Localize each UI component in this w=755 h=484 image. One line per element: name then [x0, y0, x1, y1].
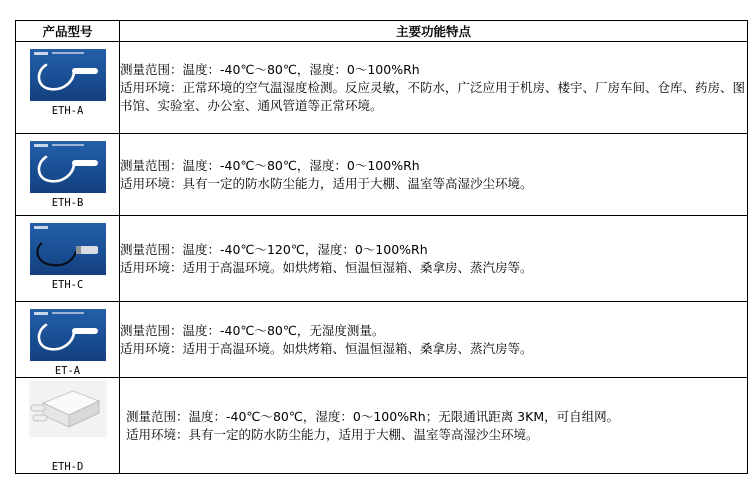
features-cell [120, 302, 748, 378]
features-column-header: 主要功能特点 [120, 21, 748, 42]
table-row [16, 302, 748, 378]
model-cell [16, 302, 120, 378]
table-row [16, 134, 748, 216]
applicable-environment: 适用环境：具有一定的防水防尘能力，适用于大棚、温室等高湿沙尘环境。 [126, 426, 539, 442]
cable-sensor-icon [30, 309, 106, 361]
model-label: ETH-B [51, 197, 84, 209]
model-cell [16, 378, 120, 474]
measurement-range: 测量范围：温度：-40℃～80℃，湿度：0～100%Rh；无限通讯距离 3KM，可自组网。 [126, 408, 620, 424]
applicable-environment: 适用环境：适用于高温环境。如烘烤箱、恒温恒湿箱、桑拿房、蒸汽房等。 [120, 259, 533, 275]
measurement-range: 测量范围：温度：-40℃～80℃，湿度：0～100%Rh [120, 61, 420, 77]
cable-sensor-icon [30, 49, 106, 101]
wireless-box-icon [29, 381, 107, 437]
measurement-range: 测量范围：温度：-40℃～120℃，湿度：0～100%Rh [120, 241, 428, 257]
table-row [16, 378, 748, 474]
cable-sensor-icon [30, 141, 106, 193]
model-column-header: 产品型号 [16, 21, 120, 42]
model-cell [16, 216, 120, 302]
features-cell [120, 42, 748, 134]
table-row [16, 42, 748, 134]
measurement-range: 测量范围：温度：-40℃～80℃，湿度：0～100%Rh [120, 157, 420, 173]
model-label: ETH-A [51, 105, 84, 117]
table-row [16, 216, 748, 302]
model-label: ETH-D [51, 461, 84, 473]
table-header-row [16, 21, 748, 42]
features-cell [120, 134, 748, 216]
applicable-environment: 适用环境：正常环境的空气温湿度检测。反应灵敏，不防水，广泛应用于机房、楼宇、厂房车间、仓库、药房、图书馆、实验室、办公室、通风管道等正常环境。 [120, 79, 746, 113]
metal-probe-icon [30, 223, 106, 275]
features-cell [120, 216, 748, 302]
applicable-environment: 适用环境：适用于高温环境。如烘烤箱、恒温恒湿箱、桑拿房、蒸汽房等。 [120, 340, 533, 356]
model-cell [16, 42, 120, 134]
product-spec-table [15, 20, 748, 474]
model-cell [16, 134, 120, 216]
measurement-range: 测量范围：温度：-40℃～80℃，无湿度测量。 [120, 322, 385, 338]
features-cell [120, 378, 748, 474]
model-label: ETH-C [51, 279, 84, 291]
applicable-environment: 适用环境：具有一定的防水防尘能力，适用于大棚、温室等高湿沙尘环境。 [120, 175, 533, 191]
model-label: ET-A [54, 365, 81, 377]
